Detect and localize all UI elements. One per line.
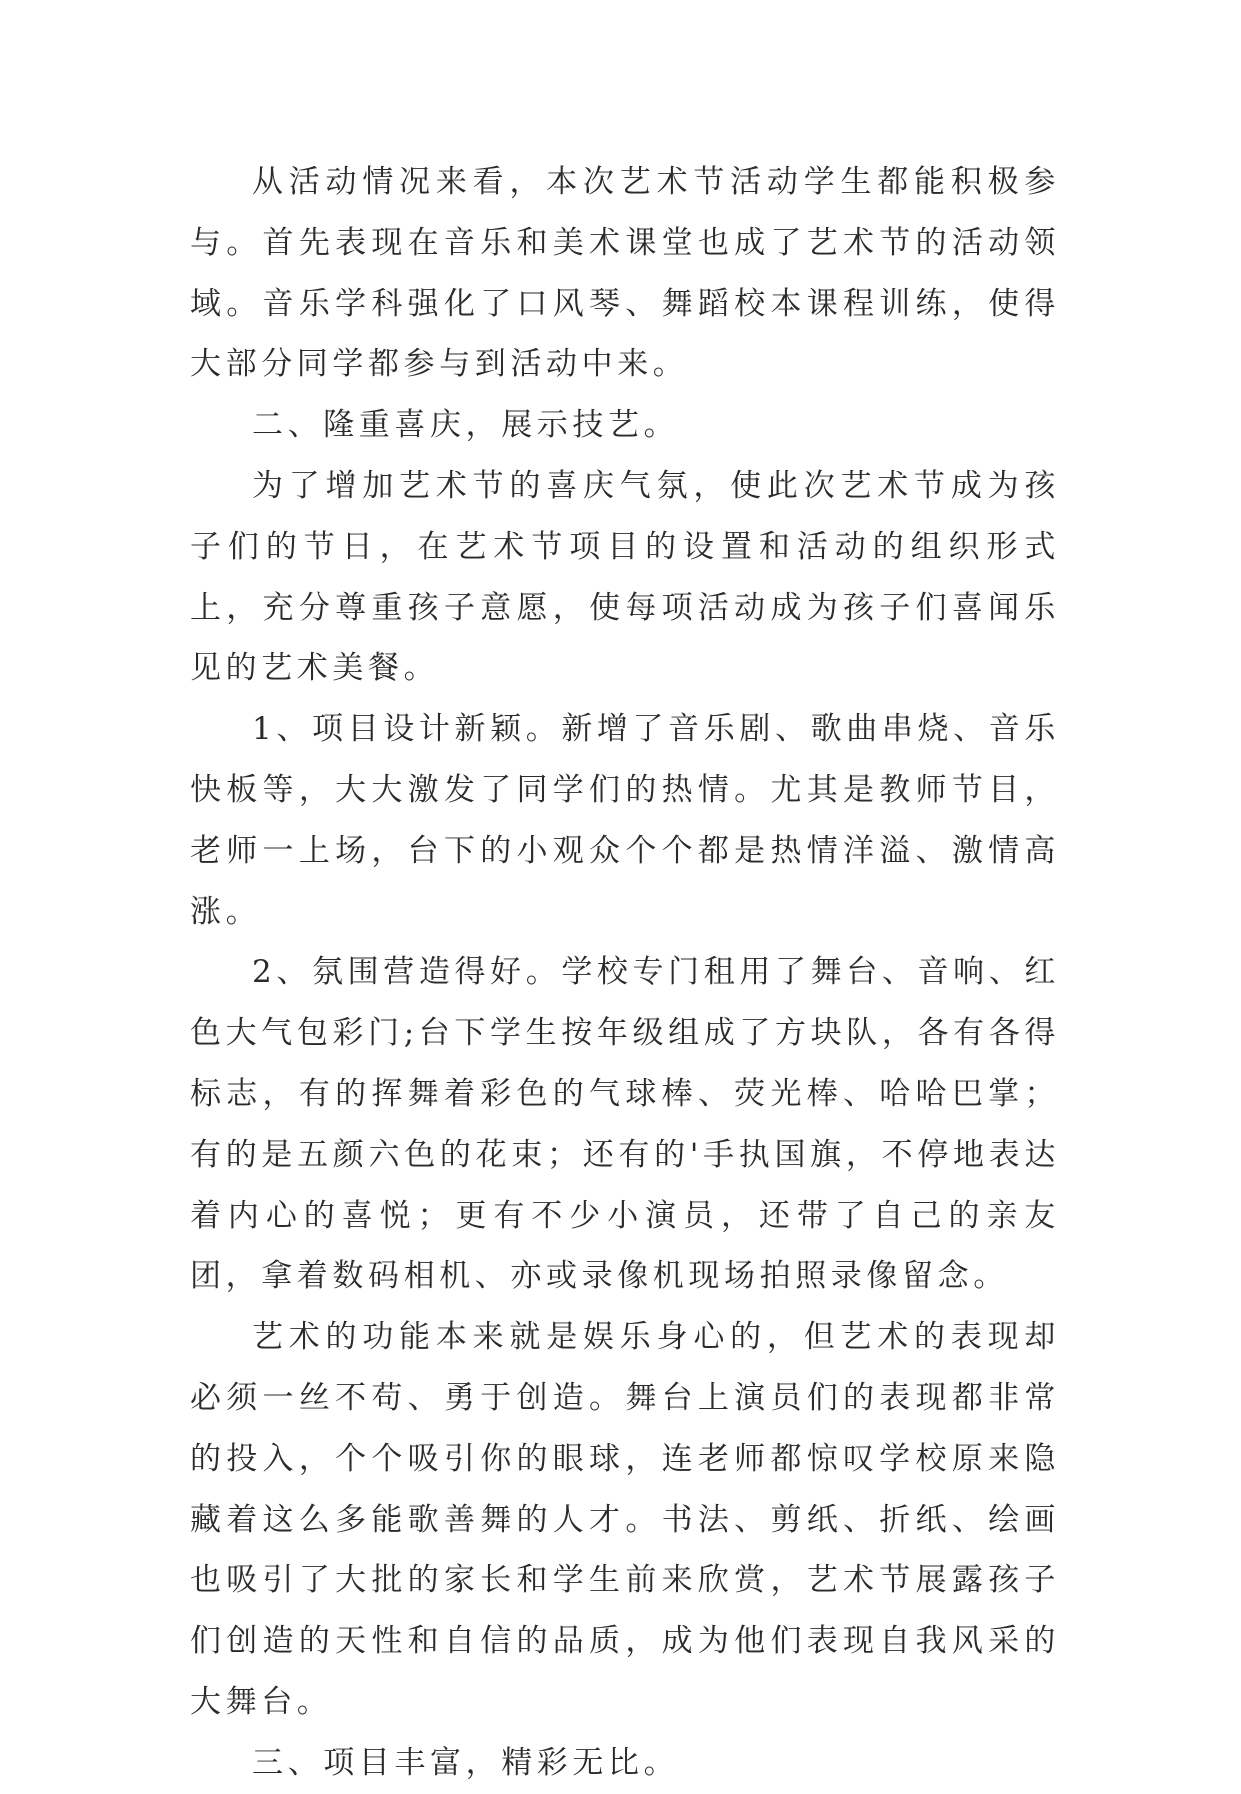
paragraph-festive-atmosphere: 为了增加艺术节的喜庆气氛，使此次艺术节成为孩子们的节日，在艺术节项目的设置和活动的组织形式上，充分尊重孩子意愿，使每项活动成为孩子们喜闻乐见的艺术美餐。	[190, 467, 1060, 687]
heading-section-three: 三、项目丰富，精彩无比。	[252, 1744, 680, 1781]
paragraph-art-function: 艺术的功能本来就是娱乐身心的，但艺术的表现却必须一丝不苟、勇于创造。舞台上演员们的表现都非常的投入，个个吸引你的眼球，连老师都惊叹学校原来隐藏着这么多能歌善舞的人才。书法、剪纸、折纸、绘画也吸引了大批的家长和学生前来欣赏，艺术节展露孩子们创造的天性和自信的品质，成为他们表现自我风采的大舞台。	[190, 1319, 1060, 1720]
paragraph-item-design: 1、项目设计新颖。新增了音乐剧、歌曲串烧、音乐快板等，大大激发了同学们的热情。尤其是教师节目，老师一上场，台下的小观众个个都是热情洋溢、激情高涨。	[190, 711, 1060, 930]
paragraph-activity-overview: 从活动情况来看，本次艺术节活动学生都能积极参与。首先表现在音乐和美术课堂也成了艺术节的活动领域。音乐学科强化了口风琴、舞蹈校本课程训练，使得大部分同学都参与到活动中来。	[190, 164, 1060, 383]
heading-section-two: 二、隆重喜庆，展示技艺。	[252, 407, 680, 444]
document-body	[190, 152, 1060, 1794]
paragraph-ambience: 2、氛围营造得好。学校专门租用了舞台、音响、红色大气包彩门;台下学生按年级组成了方块队，各有各得标志，有的挥舞着彩色的气球棒、荧光棒、哈哈巴掌；有的是五颜六色的花束；还有的'手执国旗，不停地表达着内心的喜悦；更有不少小演员，还带了自己的亲友团，拿着数码相机、亦或录像机现场拍照录像留念。	[190, 954, 1060, 1295]
